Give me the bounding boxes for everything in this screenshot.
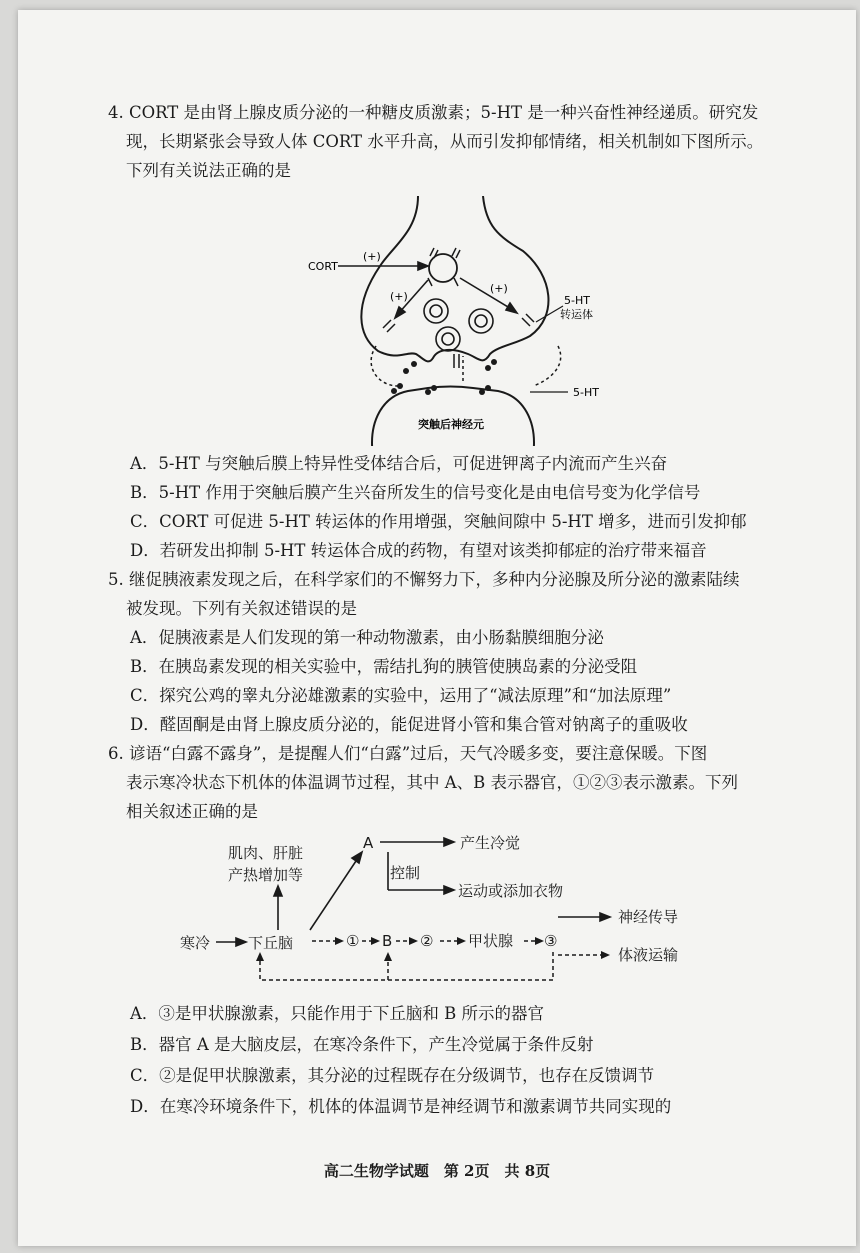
hypothalamus: 下丘脑 bbox=[248, 934, 294, 952]
exam-page bbox=[18, 10, 856, 1246]
q6-option-b: B．器官 A 是大脑皮层，在寒冷条件下，产生冷觉属于条件反射 bbox=[130, 1035, 594, 1054]
q6-stem-line-3: 相关叙述正确的是 bbox=[126, 802, 258, 821]
q4-option-a: A．5-HT 与突触后膜上特异性受体结合后，可促进钾离子内流而产生兴奋 bbox=[130, 454, 668, 473]
q6-option-d: D．在寒冷环境条件下，机体的体温调节是神经调节和激素调节共同实现的 bbox=[130, 1097, 672, 1116]
q5-option-b: B．在胰岛素发现的相关实验中，需结扎狗的胰管使胰岛素的分泌受阻 bbox=[130, 657, 638, 676]
q5-stem-line-1: 5. 继促胰液素发现之后，在科学家们的不懈努力下，多种内分泌腺及所分泌的激素陆续 bbox=[108, 570, 740, 589]
hormone-2: ② bbox=[420, 932, 434, 950]
plus-label-1: (+) bbox=[363, 250, 381, 263]
cold-sense: 产生冷觉 bbox=[460, 834, 521, 852]
q6-option-a: A．③是甲状腺激素，只能作用于下丘脑和 B 所示的器官 bbox=[130, 1004, 545, 1023]
hormone-1: ① bbox=[346, 932, 360, 950]
thyroid: 甲状腺 bbox=[468, 932, 514, 950]
q5-option-c: C．探究公鸡的睾丸分泌雄激素的实验中，运用了“减法原理”和“加法原理” bbox=[130, 686, 672, 705]
legend-neural: 神经传导 bbox=[618, 908, 679, 926]
thermoregulation-diagram bbox=[168, 820, 738, 990]
q5-option-a: A．促胰液素是人们发现的第一种动物激素，由小肠黏膜细胞分泌 bbox=[130, 628, 604, 647]
transporter-label-line-2: 转运体 bbox=[560, 308, 593, 321]
exercise-clothing: 运动或添加衣物 bbox=[458, 882, 564, 900]
q4-stem-line-2: 现，长期紧张会导致人体 CORT 水平升高，从而引发抑郁情绪，相关机制如下图所示。 bbox=[126, 132, 764, 151]
plus-label-2: (+) bbox=[390, 290, 408, 303]
q6-option-c: C．②是促甲状腺激素，其分泌的过程既存在分级调节，也存在反馈调节 bbox=[130, 1066, 655, 1085]
q5-option-d: D．醛固酮是由肾上腺皮质分泌的，能促进肾小管和集合管对钠离子的重吸收 bbox=[130, 715, 688, 734]
q6-stem-line-1: 6. 谚语“白露不露身”，是提醒人们“白露”过后，天气冷暖多变，要注意保暖。下图 bbox=[108, 744, 708, 763]
muscle-liver-line-2: 产热增加等 bbox=[228, 866, 304, 884]
transporter-label-line-1: 5-HT bbox=[564, 294, 590, 307]
q4-stem-line-3: 下列有关说法正确的是 bbox=[126, 161, 291, 180]
legend-humoral: 体液运输 bbox=[618, 946, 679, 964]
q4-option-b: B．5-HT 作用于突触后膜产生兴奋所发生的信号变化是由电信号变为化学信号 bbox=[130, 483, 701, 502]
q4-option-d: D．若研发出抑制 5-HT 转运体合成的药物，有望对该类抑郁症的治疗带来福音 bbox=[130, 541, 707, 560]
q4-stem-line-1: 4. CORT 是由肾上腺皮质分泌的一种糖皮质激素；5-HT 是一种兴奋性神经递质。研究发 bbox=[108, 103, 759, 122]
page-footer: 高二生物学试题 第 2页 共 8页 bbox=[323, 1162, 551, 1180]
postsynaptic-label: 突触后神经元 bbox=[418, 418, 484, 431]
q4-option-c: C．CORT 可促进 5-HT 转运体的作用增强，突触间隙中 5-HT 增多，进而引发抑郁 bbox=[130, 512, 747, 531]
hormone-3: ③ bbox=[544, 932, 558, 950]
control-label: 控制 bbox=[390, 864, 421, 882]
synapse-diagram bbox=[268, 196, 628, 446]
cold-label: 寒冷 bbox=[180, 934, 211, 952]
serotonin-label: 5-HT bbox=[573, 386, 599, 399]
plus-label-3: (+) bbox=[490, 282, 508, 295]
muscle-liver-line-1: 肌肉、肝脏 bbox=[228, 844, 304, 862]
cort-label: CORT bbox=[308, 260, 338, 273]
q6-stem-line-2: 表示寒冷状态下机体的体温调节过程，其中 A、B 表示器官，①②③表示激素。下列 bbox=[126, 773, 739, 792]
q5-stem-line-2: 被发现。下列有关叙述错误的是 bbox=[126, 599, 357, 618]
organ-b: B bbox=[382, 932, 393, 950]
organ-a: A bbox=[363, 834, 374, 852]
